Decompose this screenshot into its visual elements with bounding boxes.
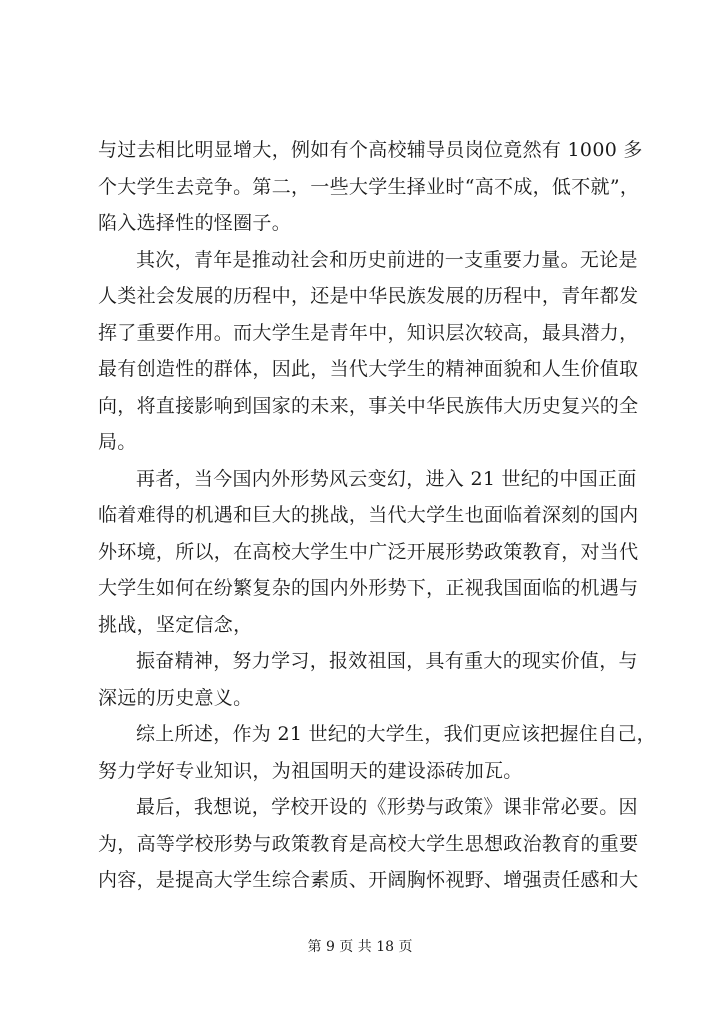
text-line: 深远的历史意义。 bbox=[98, 687, 253, 709]
paragraph-start-line: 其次，青年是推动社会和历史前进的一支重要力量。无论是 bbox=[136, 249, 638, 271]
text-line: 陷入选择性的怪圈子。 bbox=[98, 212, 292, 234]
text-line: 挥了重要作用。而大学生是青年中，知识层次较高，最具潜力， bbox=[98, 322, 639, 344]
text-line: 临着难得的机遇和巨大的挑战，当代大学生也面临着深刻的国内 bbox=[98, 504, 639, 526]
text-line: 挑战，坚定信念， bbox=[98, 614, 253, 636]
paragraph-start-line: 再者，当今国内外形势风云变幻，进入 21 世纪的中国正面 bbox=[136, 468, 637, 490]
text-line: 向，将直接影响到国家的未来，事关中华民族伟大历史复兴的全 bbox=[98, 395, 639, 417]
text-line: 最有创造性的群体，因此，当代大学生的精神面貌和人生价值取 bbox=[98, 358, 639, 380]
paragraph-start-line: 振奋精神，努力学习，报效祖国，具有重大的现实价值，与 bbox=[136, 650, 638, 672]
text-line: 局。 bbox=[98, 431, 137, 453]
text-line: 外环境，所以，在高校大学生中广泛开展形势政策教育，对当代 bbox=[98, 541, 639, 563]
text-line: 努力学好专业知识，为祖国明天的建设添砖加瓦。 bbox=[98, 760, 523, 782]
text-line: 内容，是提高大学生综合素质、开阔胸怀视野、增强责任感和大 bbox=[98, 869, 639, 891]
page-number-footer: 第 9 页 共 18 页 bbox=[307, 939, 413, 955]
paragraph-start-line: 综上所述，作为 21 世纪的大学生，我们更应该把握住自己， bbox=[136, 723, 656, 745]
paragraph-start-line: 最后，我想说，学校开设的《形势与政策》课非常必要。因 bbox=[136, 796, 638, 818]
text-line: 与过去相比明显增大，例如有个高校辅导员岗位竟然有 1000 多 bbox=[98, 139, 643, 161]
text-line: 人类社会发展的历程中，还是中华民族发展的历程中，青年都发 bbox=[98, 285, 639, 307]
text-line: 为，高等学校形势与政策教育是高校大学生思想政治教育的重要 bbox=[98, 833, 639, 855]
text-line: 大学生如何在纷繁复杂的国内外形势下，正视我国面临的机遇与 bbox=[98, 577, 639, 599]
text-line: 个大学生去竞争。第二，一些大学生择业时“高不成，低不就”， bbox=[98, 176, 640, 198]
